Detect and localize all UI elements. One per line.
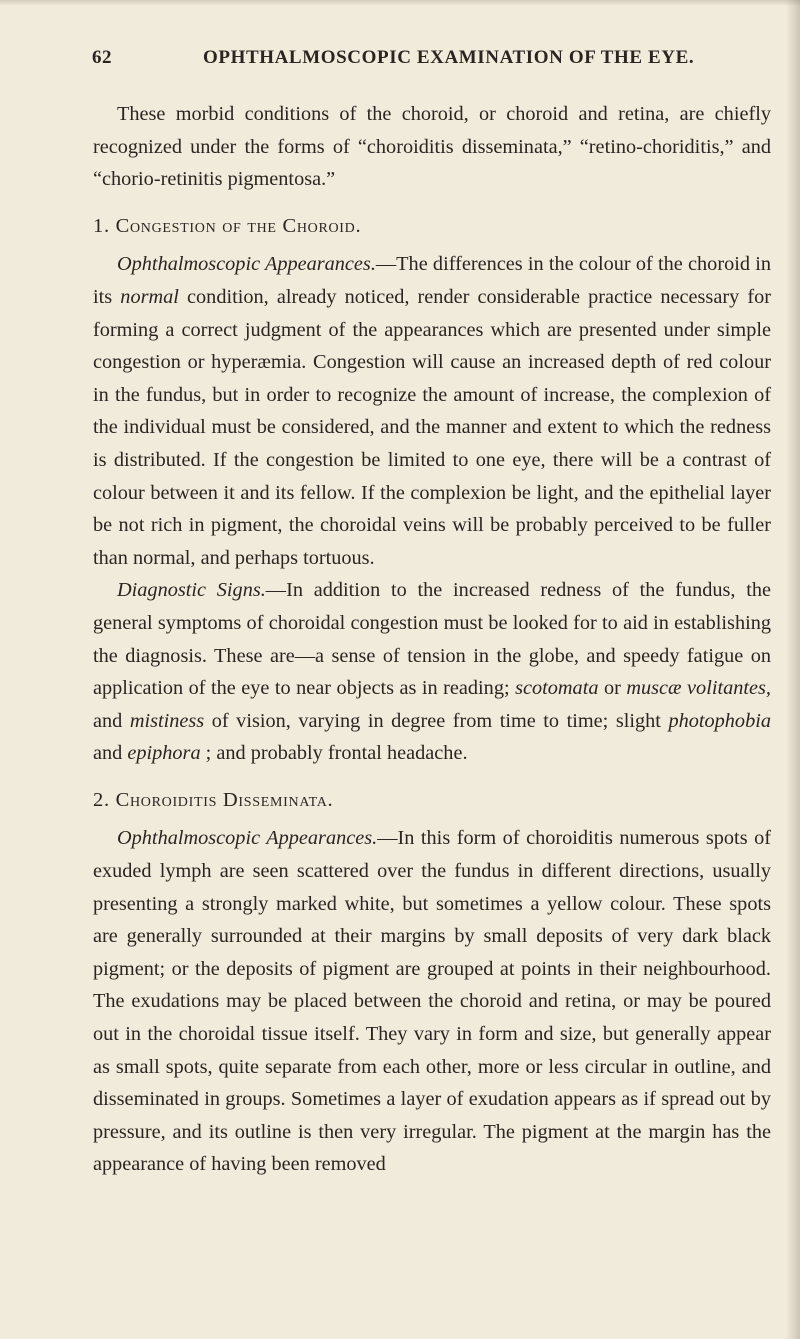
paragraph-text: —In addition to the increased redness of the fundus, the general symptoms of choroidal congestion must be looked for to aid in establishing the diagnosis. These are—a sense of tension in the globe, and speedy fatigue on application of the eye to near objects as in reading; xyxy=(93,579,771,700)
paragraph-text: —The differences in the colour of the choroid in its xyxy=(93,253,771,308)
running-head: OPHTHALMOSCOPIC EXAMINATION OF THE EYE. xyxy=(203,47,695,68)
paragraph-choroiditis-appearances xyxy=(93,822,771,1181)
emphasis-text: mistiness xyxy=(129,709,205,732)
emphasis-text: normal xyxy=(120,285,179,308)
emphasis-text: photophobia xyxy=(668,709,771,732)
paragraph-text: and xyxy=(93,709,130,732)
section-heading-choroiditis: 2. Choroiditis Disseminata. xyxy=(93,788,334,811)
page-header xyxy=(92,47,770,71)
paragraph-text: condition, already noticed, render considerable practice necessary for forming a correct judgment of the appearances which are presented under simple congestion or hyperæmia. Congestion will cause an increased depth of red colour in the fundus, but in order to recognize the amount of increase, the complexion of the individual must be considered, and the manner and extent to which the redness is distributed. If the congestion be limited to one eye, there will be a contrast of colour between it and its fellow. If the complexion be light, and the epithelial layer be not rich in pigment, the choroidal veins will be probably perceived to be fuller than normal, and perhaps tortuous. xyxy=(93,285,771,569)
page-edge-shadow xyxy=(786,0,800,1339)
emphasis-text: muscæ volitantes, xyxy=(626,677,771,700)
paragraph-text: ; and probably frontal headache. xyxy=(200,742,468,765)
emphasis-text: epiphora xyxy=(127,742,201,765)
paragraph-text: of vision, varying in degree from time to time; slight xyxy=(204,709,669,732)
paragraph-text: or xyxy=(598,677,627,700)
paragraph-text: and xyxy=(93,742,128,765)
emphasis-text: scotomata xyxy=(515,677,599,700)
page-number: 62 xyxy=(92,47,112,68)
paragraph-congestion-appearances xyxy=(93,248,771,574)
section-heading-congestion: 1. Congestion of the Choroid. xyxy=(93,214,362,237)
paragraph-diagnostic-signs xyxy=(93,574,771,770)
paragraph-label: Ophthalmoscopic Appearances. xyxy=(117,827,378,850)
intro-paragraph: These morbid conditions of the choroid, or choroid and retina, are chiefly recognized under the forms of “choroiditis disseminata,” “retino-choriditis,” and “chorio-retinitis pigmentosa.” xyxy=(93,103,771,191)
page-body xyxy=(93,98,771,1181)
paragraph-text: —In this form of choroiditis numerous spots of exuded lymph are seen scattered over the fundus in different directions, usually presenting a strongly marked white, but sometimes a yellow colour. These spots are generally surrounded at their margins by small deposits of very dark black pigment; or the deposits of pigment are grouped at points in their neighbourhood. The exudations may be placed between the choroid and retina, or may be poured out in the choroidal tissue itself. They vary in form and size, but generally appear as small spots, quite separate from each other, more or less circular in outline, and disseminated in groups. Sometimes a layer of exudation appears as if spread out by pressure, and its outline is then very irregular. The pigment at the margin has the appearance of having been removed xyxy=(93,827,772,1176)
page-top-shadow xyxy=(0,0,800,6)
paragraph-label: Ophthalmoscopic Appearances. xyxy=(117,253,376,276)
paragraph-label: Diagnostic Signs. xyxy=(117,579,266,602)
